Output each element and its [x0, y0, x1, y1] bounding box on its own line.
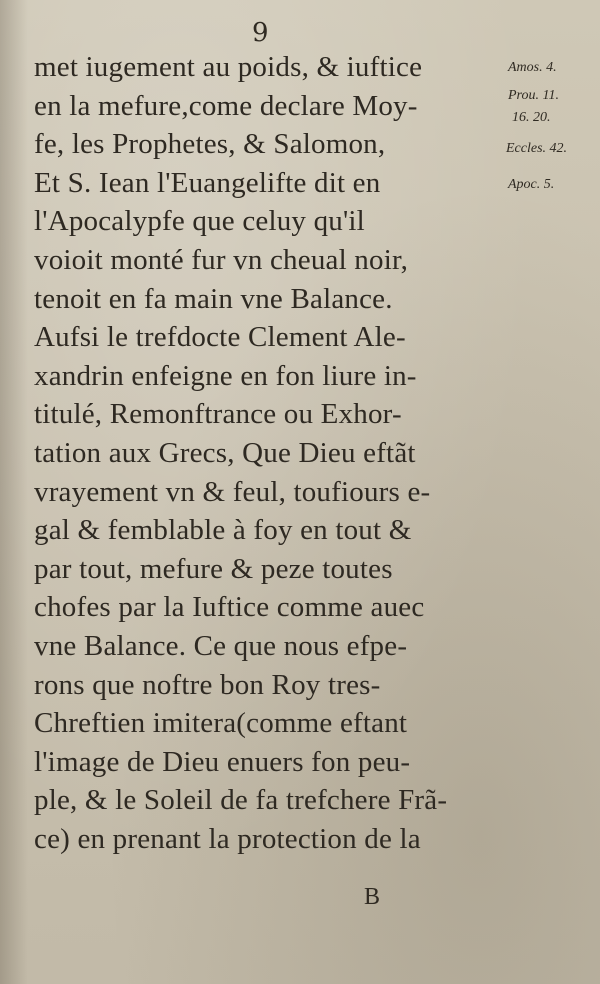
text-line: ple, & le Soleil de fa trefchere Frã-: [34, 784, 448, 817]
text-line: voioit monté fur vn cheual noir,: [34, 243, 409, 276]
margin-note-apoc: Apoc. 5.: [508, 177, 555, 192]
text-line: Aufsi le trefdocte Clement Ale-: [34, 321, 406, 354]
text-line: xandrin enfeigne en fon liure in-: [34, 359, 417, 392]
body-text: [34, 48, 504, 858]
text-line: Chreftien imitera(comme eftant: [34, 707, 408, 740]
text-line: fe, les Prophetes, & Salomon,: [34, 128, 386, 161]
text-line: l'image de Dieu enuers fon peu-: [34, 745, 411, 778]
text-line: chofes par la Iuftice comme auec: [34, 591, 425, 624]
text-line: en la mefure,come declare Moy-: [34, 89, 418, 122]
text-line: tenoit en fa main vne Balance.: [34, 282, 393, 315]
text-line: titulé, Remonftrance ou Exhor-: [34, 398, 402, 431]
text-line: gal & femblable à foy en tout &: [34, 514, 412, 547]
text-line: par tout, mefure & peze toutes: [34, 552, 393, 585]
text-line: l'Apocalypfe que celuy qu'il: [34, 205, 365, 238]
margin-note-prou: Prou. 11.: [508, 88, 559, 103]
text-line: met iugement au poids, & iuftice: [34, 51, 423, 83]
text-line: vne Balance. Ce que nous efpe-: [34, 629, 408, 662]
page-number: 9: [252, 18, 269, 48]
margin-note-prou-verses: 16. 20.: [512, 110, 551, 125]
text-line: tation aux Grecs, Que Dieu eftãt: [34, 436, 416, 469]
text-line: rons que noftre bon Roy tres-: [34, 668, 381, 701]
text-line: ce) en prenant la protection de la: [34, 822, 421, 855]
signature-mark: B: [364, 884, 381, 910]
margin-note-amos: Amos. 4.: [508, 60, 557, 75]
margin-note-eccles: Eccles. 42.: [506, 141, 568, 156]
text-line: vrayement vn & feul, toufiours e-: [34, 475, 431, 508]
text-line: Et S. Iean l'Euangelifte dit en: [34, 166, 381, 199]
